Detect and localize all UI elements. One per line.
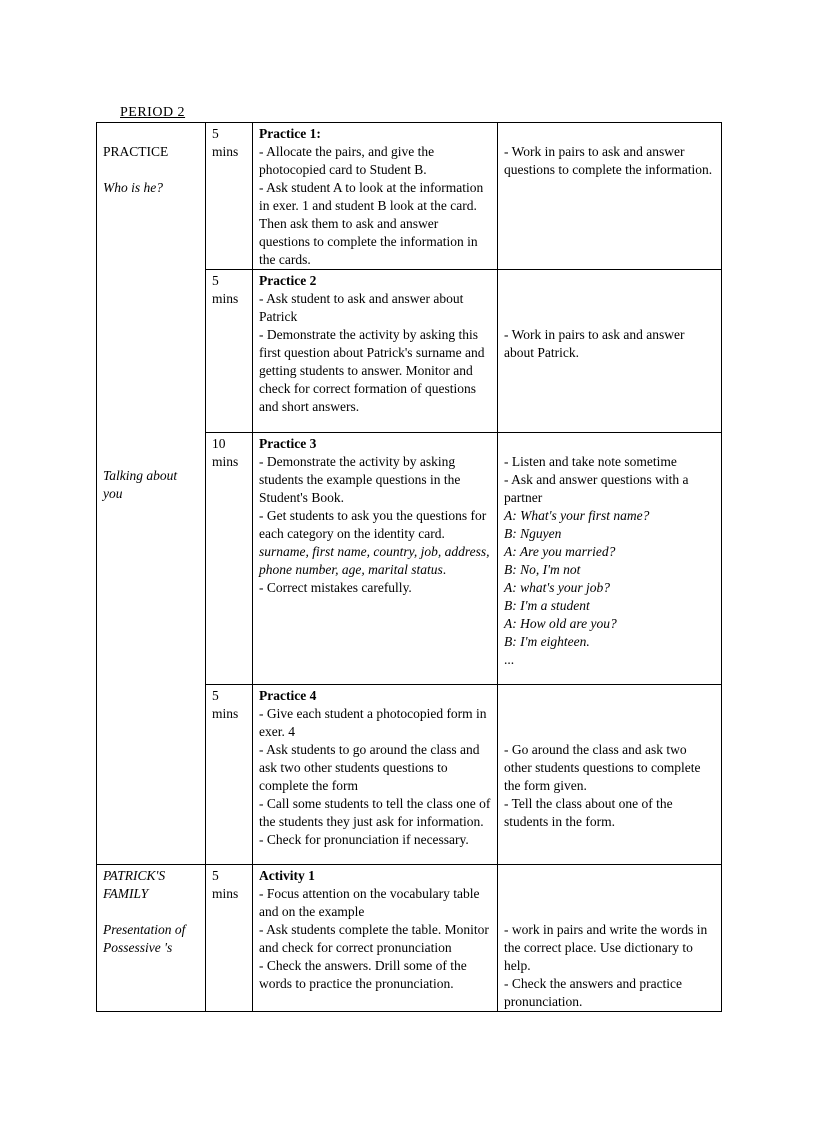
teacher-step: - Call some students to tell the class one of the students they just ask for information. [259,796,491,829]
student-step: - Tell the class about one of the students in the form. [504,796,673,829]
teacher-step: - Get students to ask you the questions for each category on the identity card. [259,508,487,541]
lesson-plan-table [96,122,722,1012]
dialogue-line: A: Are you married? [504,544,616,559]
student-cell [498,433,722,685]
dialogue-ellipsis: ... [504,652,515,667]
time-cell: 5 mins [206,123,253,270]
table-row [97,865,722,1012]
activity-title: Practice 3 [259,436,317,451]
teacher-step: - Ask student A to look at the information in exer. 1 and student B look at the card. Then ask them to ask and answer questions to complete the information in the cards. [259,180,484,267]
stage-title: PRACTICE [103,144,169,159]
teacher-step: - Correct mistakes carefully. [259,580,412,595]
dialogue-line: A: what's your job? [504,580,611,595]
period-heading: PERIOD 2 [120,105,186,120]
teacher-step: - Demonstrate the activity by asking this first question about Patrick's surname and getting students to answer. Monitor and check for correct formation of questions and short answers. [259,327,485,414]
time-cell: 5 mins [206,865,253,1012]
student-cell [498,123,722,270]
time-cell: 10 mins [206,433,253,685]
stage-cell [97,123,206,865]
student-cell [498,865,722,1012]
student-step: - Listen and take note sometime [504,454,677,469]
dialogue-line: A: What's your first name? [504,508,650,523]
teacher-step: - Ask students to go around the class and ask two other students questions to complete the form [259,742,480,793]
stage-subtitle: Presentation of Possessive 's [103,922,186,955]
teacher-step: - Allocate the pairs, and give the photocopied card to Student B. [259,144,435,177]
category-list: surname, first name, country, job, address, phone number, age, marital status [259,544,490,577]
teacher-cell [253,865,498,1012]
teacher-cell [253,123,498,270]
stage-subtitle-2: Talking about you [103,468,178,501]
time-cell: 5 mins [206,685,253,865]
stage-cell [97,865,206,1012]
student-step: - Work in pairs to ask and answer about Patrick. [504,327,685,360]
teacher-step: - Give each student a photocopied form in exer. 4 [259,706,487,739]
teacher-step: - Focus attention on the vocabulary table and on the example [259,886,480,919]
student-step: - Check the answers and practice pronunciation. [504,976,683,1009]
activity-title: Practice 2 [259,273,317,288]
dialogue-line: B: I'm eighteen. [504,634,590,649]
teacher-step: - Check for pronunciation if necessary. [259,832,469,847]
teacher-cell [253,685,498,865]
activity-title: Practice 4 [259,688,317,703]
table-row [97,123,722,270]
student-step: - Go around the class and ask two other students questions to complete the form given. [504,742,701,793]
dialogue-line: B: I'm a student [504,598,590,613]
activity-title: Activity 1 [259,868,315,883]
dialogue-line: A: How old are you? [504,616,617,631]
student-step: - Ask and answer questions with a partner [504,472,689,505]
student-step: - Work in pairs to ask and answer questions to complete the information. [504,144,713,177]
activity-title: Practice 1: [259,126,321,141]
time-cell: 5 mins [206,270,253,433]
stage-subtitle: Who is he? [103,180,163,195]
teacher-step: - Ask student to ask and answer about Patrick [259,291,464,324]
teacher-cell: Practice 3 - Demonstrate the activity by asking students the example questions in the Student's Book. - Get students to ask you the questions for each category on the identity card. surname, first name, country, job, address, phone number, age, marital status. - Correct mistakes carefully. [253,433,498,685]
teacher-cell [253,270,498,433]
stage-title: PATRICK'S FAMILY [103,868,166,901]
student-cell [498,685,722,865]
dialogue-line: B: No, I'm not [504,562,581,577]
teacher-step: - Check the answers. Drill some of the words to practice the pronunciation. [259,958,467,991]
dialogue-line: B: Nguyen [504,526,562,541]
student-step: - work in pairs and write the words in the correct place. Use dictionary to help. [504,922,708,973]
teacher-step: - Ask students complete the table. Monitor and check for correct pronunciation [259,922,489,955]
student-cell [498,270,722,433]
teacher-step: - Demonstrate the activity by asking students the example questions in the Student's Book. [259,454,461,505]
